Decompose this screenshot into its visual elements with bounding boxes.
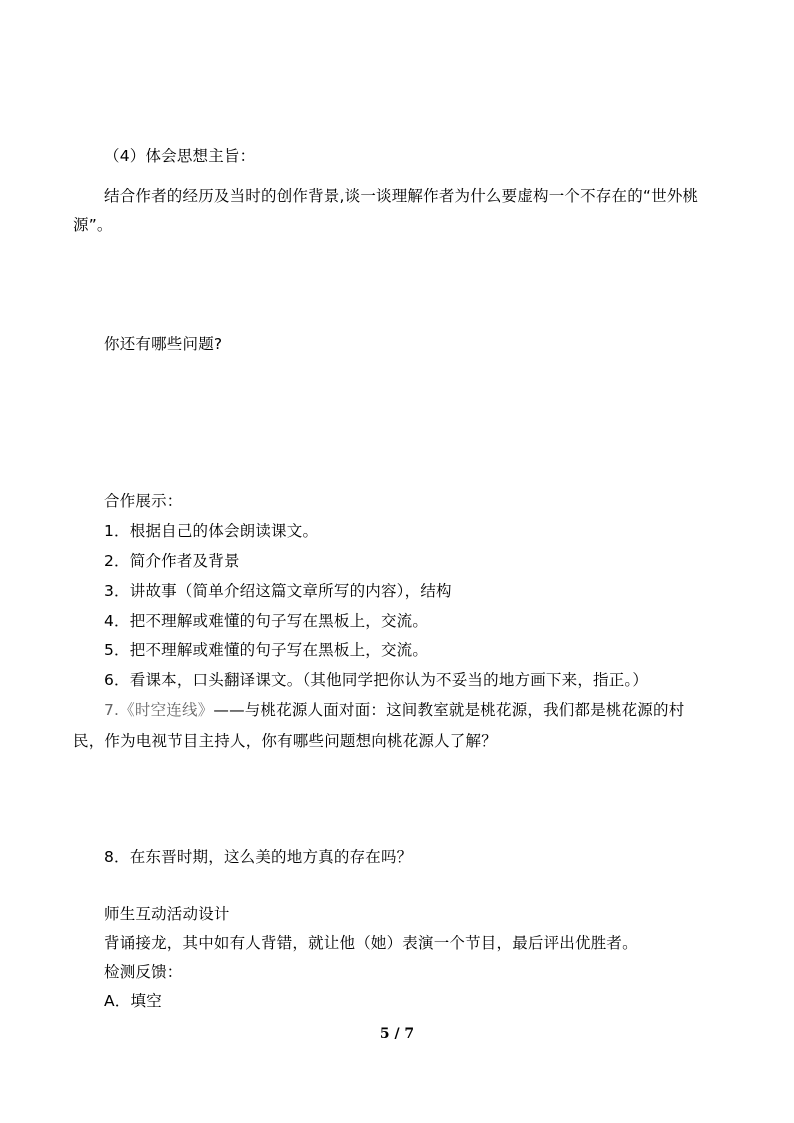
cooperation-item-5: 5．把不理解或难懂的句子写在黑板上，交流。 xyxy=(104,641,429,659)
cooperation-item-7-line2: 民，作为电视节目主持人，你有哪些问题想向桃花源人了解？ xyxy=(73,732,497,750)
activity-text: 背诵接龙，其中如有人背错，就让他（她）表演一个节目，最后评出优胜者。 xyxy=(104,934,638,952)
item7-rest: ——与桃花源人面对面：这间教室就是桃花源，我们都是桃花源的村 xyxy=(213,701,685,719)
cooperation-heading: 合作展示： xyxy=(104,492,183,510)
cooperation-item-8: 8．在东晋时期，这么美的地方真的存在吗？ xyxy=(104,848,413,866)
section4-paragraph-line1: 结合作者的经历及当时的创作背景,谈一谈理解作者为什么要虚构一个不存在的“世外桃 xyxy=(104,187,699,205)
cooperation-item-3: 3．讲故事（简单介绍这篇文章所写的内容），结构 xyxy=(104,582,452,600)
cooperation-item-2: 2．简介作者及背景 xyxy=(104,552,240,570)
activity-heading: 师生互动活动设计 xyxy=(104,905,230,923)
questions-prompt: 你还有哪些问题? xyxy=(104,335,223,353)
section4-paragraph-line2: 源”。 xyxy=(73,216,113,234)
section4-heading: （4）体会思想主旨： xyxy=(104,147,256,165)
cooperation-item-7-line1 xyxy=(104,700,684,720)
item7-title: 《时空连线》 xyxy=(119,701,214,719)
feedback-heading: 检测反馈： xyxy=(104,963,183,981)
feedback-item-a: A．填空 xyxy=(104,992,162,1010)
cooperation-item-1: 1．根据自己的体会朗读课文。 xyxy=(104,522,319,540)
cooperation-item-6: 6．看课本，口头翻译课文。（其他同学把你认为不妥当的地方画下来，指正。） xyxy=(104,671,649,689)
page-number: 5 / 7 xyxy=(379,1026,415,1042)
cooperation-item-4: 4．把不理解或难懂的句子写在黑板上，交流。 xyxy=(104,612,429,630)
item7-number: 7. xyxy=(104,701,120,719)
